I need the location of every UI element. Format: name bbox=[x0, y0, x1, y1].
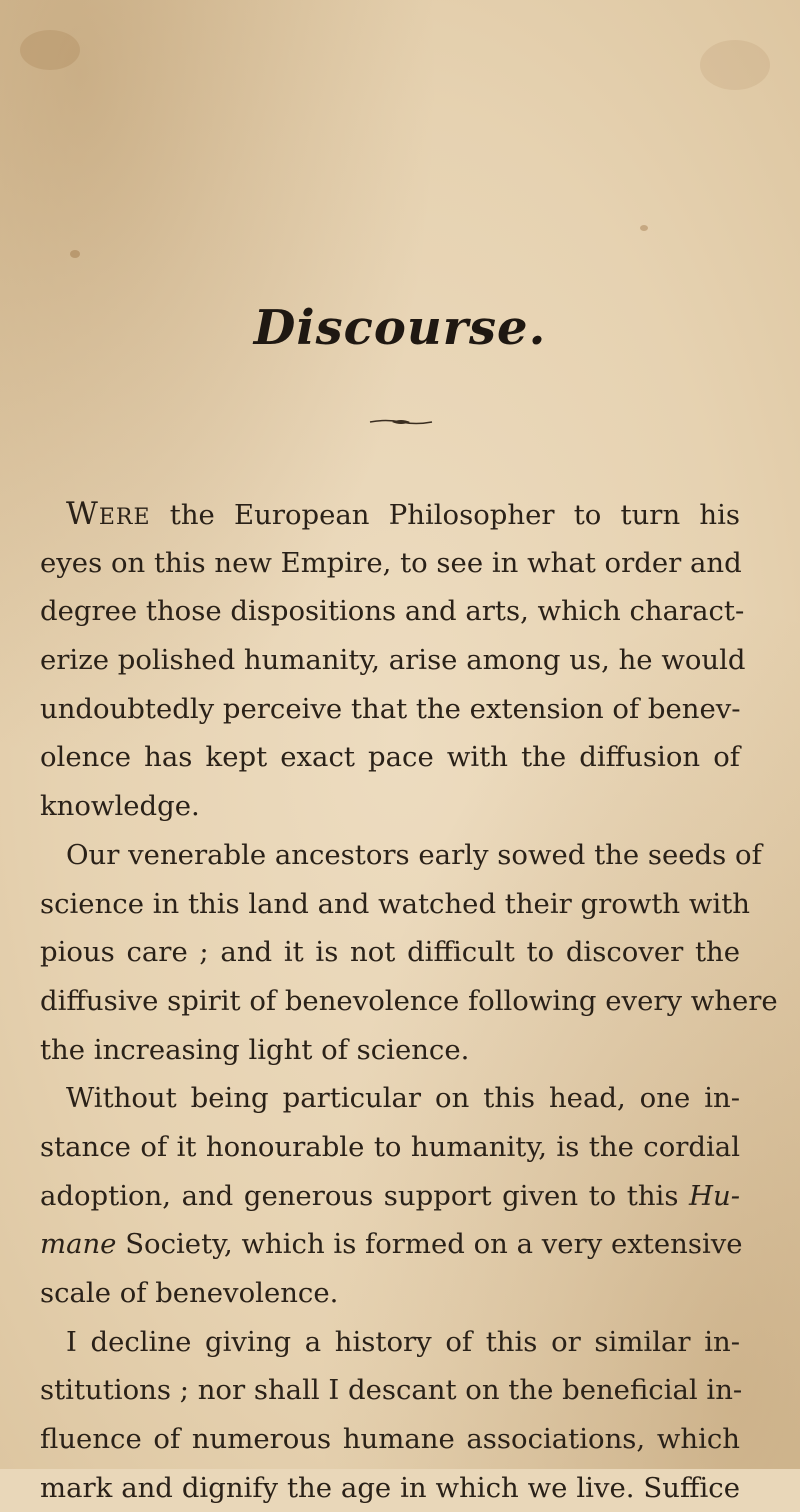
text-line: I decline giving a history of this or similar in- bbox=[66, 1325, 740, 1358]
page-heading: Discourse. bbox=[253, 300, 547, 356]
text-line: Without being particular on this head, one in- bbox=[66, 1082, 740, 1115]
text-line: Our venerable ancestors early sowed the seeds of bbox=[66, 838, 762, 871]
body-text bbox=[40, 490, 778, 1512]
text-line: fluence of numerous humane associations, which bbox=[40, 1423, 740, 1456]
text-line: Were the European Philosopher to turn his bbox=[66, 496, 741, 532]
text-line: degree those dispositions and arts, which charact- bbox=[40, 595, 745, 628]
italic-word: Hu- bbox=[689, 1179, 740, 1212]
text-line: olence has kept exact pace with the diffusion of bbox=[40, 741, 740, 774]
foxing-spot bbox=[70, 250, 80, 258]
first-word: Were bbox=[66, 496, 151, 532]
text-line: knowledge. bbox=[40, 790, 200, 823]
foxing-spot bbox=[20, 30, 80, 70]
text-line: adoption, and generous support given to this Hu- bbox=[40, 1179, 740, 1212]
text-line: mark and dignify the age in which we live. Suffice bbox=[40, 1471, 740, 1504]
text-line: undoubtedly perceive that the extension of benev- bbox=[40, 692, 741, 725]
foxing-spot bbox=[640, 225, 648, 231]
text-line: diffusive spirit of benevolence following every where bbox=[40, 984, 778, 1017]
italic-word: mane bbox=[40, 1228, 117, 1261]
text-line: stance of it honourable to humanity, is the cordial bbox=[40, 1130, 740, 1163]
text-line: erize polished humanity, arise among us, he would bbox=[40, 644, 746, 677]
text-line: the increasing light of science. bbox=[40, 1033, 470, 1066]
text-line: science in this land and watched their growth with bbox=[40, 887, 750, 920]
text-line: eyes on this new Empire, to see in what order and bbox=[40, 546, 742, 579]
text-line: stitutions ; nor shall I descant on the beneficial in- bbox=[40, 1374, 743, 1407]
foxing-spot bbox=[700, 40, 770, 90]
text-line: mane Society, which is formed on a very extensive bbox=[40, 1228, 743, 1261]
heading-rule-ornament bbox=[368, 418, 434, 426]
text-line: scale of benevolence. bbox=[40, 1277, 339, 1309]
text-line: pious care ; and it is not difficult to discover the bbox=[40, 936, 740, 969]
